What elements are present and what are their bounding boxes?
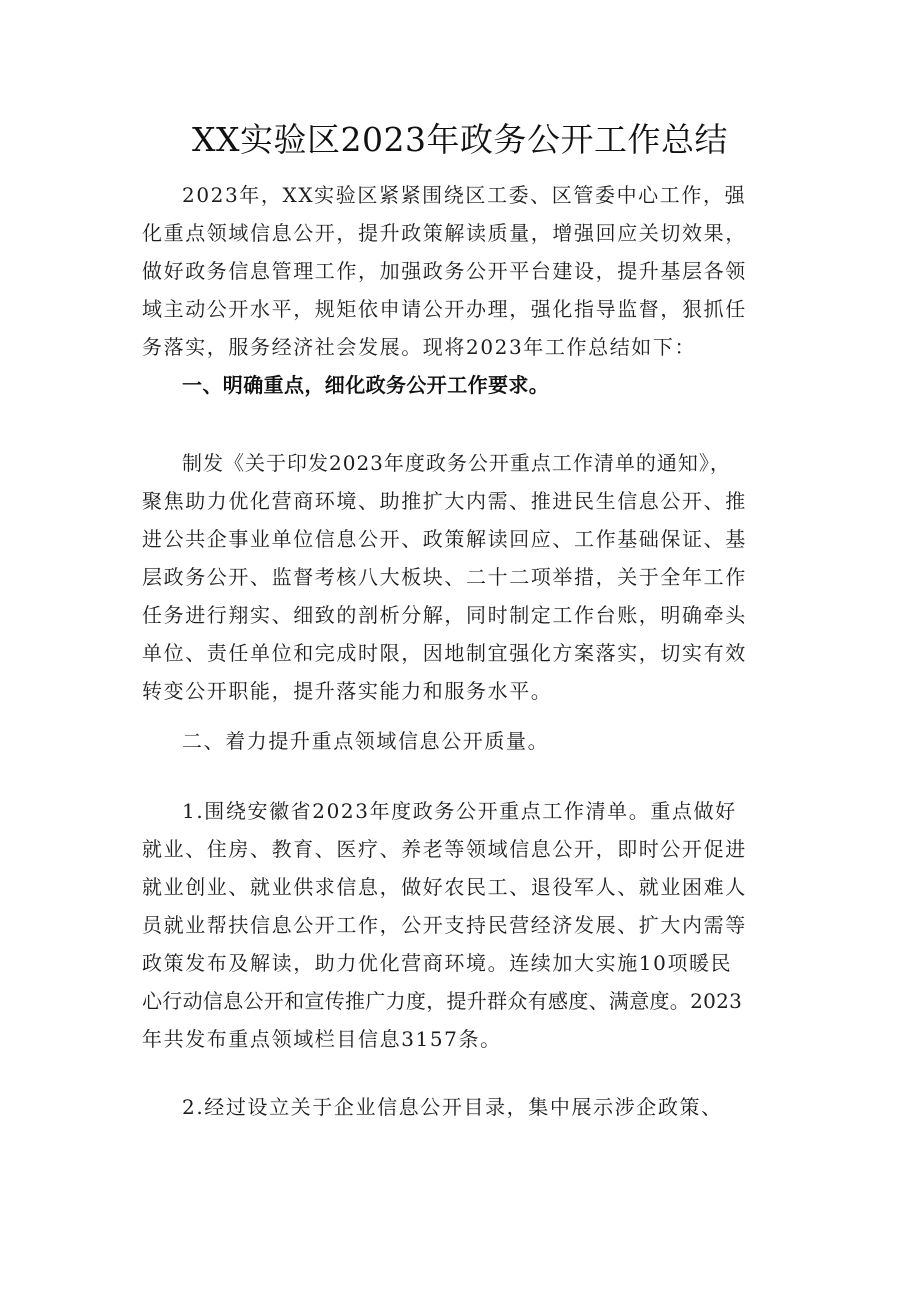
section-1-heading: 一、明确重点，细化政务公开工作要求。	[182, 373, 550, 397]
item-1-line-7: 年共发布重点领域栏目信息3157条。	[142, 1027, 502, 1051]
section-2-heading: 二、着力提升重点领域信息公开质量。	[182, 729, 550, 753]
intro-line-3: 做好政务信息管理工作，加强政务公开平台建设，提升基层各领	[142, 259, 747, 283]
section-1-line-7: 转变公开职能，提升落实能力和服务水平。	[142, 679, 553, 703]
item-1-line-6: 心行动信息公开和宣传推广力度，提升群众有感度、满意度。2023	[142, 989, 743, 1013]
intro-line-4: 域主动公开水平，规矩依申请公开办理，强化指导监督，狠抓任	[142, 297, 747, 321]
section-1-line-4: 层政务公开、监督考核八大板块、二十二项举措，关于全年工作	[142, 565, 747, 589]
document-title: XX实验区2023年政务公开工作总结	[192, 120, 728, 159]
section-1-line-5: 任务进行翔实、细致的剖析分解，同时制定工作台账，明确牵头	[142, 603, 747, 627]
section-1-line-1: 制发《关于印发2023年度政务公开重点工作清单的通知》，	[182, 451, 731, 475]
section-1-line-2: 聚焦助力优化营商环境、助推扩大内需、推进民生信息公开、推	[142, 489, 747, 513]
item-2-line-1: 2.经过设立关于企业信息公开目录，集中展示涉企政策、	[182, 1095, 723, 1119]
item-1-line-2: 就业、住房、教育、医疗、养老等领域信息公开，即时公开促进	[142, 837, 747, 861]
section-1-line-6: 单位、责任单位和完成时限，因地制宜强化方案落实，切实有效	[142, 641, 747, 665]
intro-line-5: 务落实，服务经济社会发展。现将2023年工作总结如下：	[142, 335, 697, 359]
item-1-line-4: 员就业帮扶信息公开工作，公开支持民营经济发展、扩大内需等	[142, 913, 747, 937]
item-1-line-1: 1.围绕安徽省2023年度政务公开重点工作清单。重点做好	[182, 799, 737, 823]
intro-line-2: 化重点领域信息公开，提升政策解读质量，增强回应关切效果，	[142, 221, 747, 245]
item-1-line-3: 就业创业、就业供求信息，做好农民工、退役军人、就业困难人	[142, 875, 747, 899]
item-1-line-5: 政策发布及解读，助力优化营商环境。连续加大实施10项暖民	[142, 951, 733, 975]
intro-line-1: 2023年，XX实验区紧紧围绕区工委、区管委中心工作，强	[182, 183, 747, 207]
section-1-line-3: 进公共企事业单位信息公开、政策解读回应、工作基础保证、基	[142, 527, 747, 551]
